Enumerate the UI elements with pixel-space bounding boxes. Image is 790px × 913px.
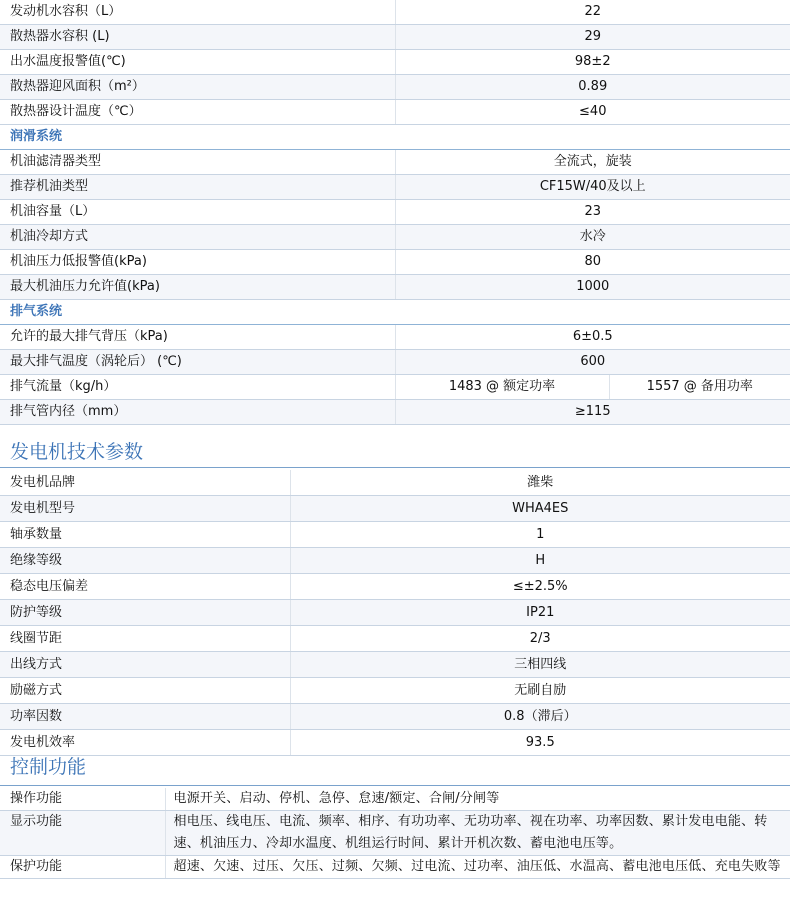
- table-row: [0, 704, 790, 730]
- table-row: [0, 350, 790, 375]
- section-title: 排气系统: [0, 300, 790, 325]
- spec-value: H: [290, 548, 790, 574]
- table-row: [0, 150, 790, 175]
- spec-label: 推荐机油类型: [0, 175, 395, 200]
- section-title: 润滑系统: [0, 125, 790, 150]
- function-label: 操作功能: [0, 788, 165, 811]
- spec-value: 80: [395, 250, 790, 275]
- divider: [0, 467, 790, 468]
- spec-value: ≤40: [395, 100, 790, 125]
- table-row: [0, 522, 790, 548]
- table-row: [0, 730, 790, 756]
- table-row: [0, 250, 790, 275]
- table-row: [0, 100, 790, 125]
- spec-label: 发电机品牌: [0, 470, 290, 496]
- spec-label: 防护等级: [0, 600, 290, 626]
- section-header-lubrication: [0, 125, 790, 150]
- spec-label: 线圈节距: [0, 626, 290, 652]
- spec-value: 无刷自励: [290, 678, 790, 704]
- spec-value: WHA4ES: [290, 496, 790, 522]
- spec-label: 排气管内径（mm）: [0, 400, 395, 425]
- spec-label: 机油压力低报警值(kPa): [0, 250, 395, 275]
- spec-label: 散热器水容积 (L): [0, 25, 395, 50]
- spec-value: 98±2: [395, 50, 790, 75]
- spec-label: 散热器设计温度（℃）: [0, 100, 395, 125]
- divider: [0, 785, 790, 786]
- spec-label: 绝缘等级: [0, 548, 290, 574]
- table-row: [0, 275, 790, 300]
- spec-value: ≤±2.5%: [290, 574, 790, 600]
- generator-spec-table: [0, 470, 790, 756]
- table-row: [0, 652, 790, 678]
- spec-value: 2/3: [290, 626, 790, 652]
- table-row: [0, 0, 790, 25]
- spec-label: 机油冷却方式: [0, 225, 395, 250]
- spec-label: 稳态电压偏差: [0, 574, 290, 600]
- table-row: [0, 856, 790, 879]
- section-header-exhaust: [0, 300, 790, 325]
- table-row: [0, 626, 790, 652]
- spec-value: 全流式，旋装: [395, 150, 790, 175]
- table-row: [0, 574, 790, 600]
- spec-value: CF15W/40及以上: [395, 175, 790, 200]
- table-row: [0, 25, 790, 50]
- spec-label: 最大排气温度（涡轮后） (℃): [0, 350, 395, 375]
- table-row: [0, 400, 790, 425]
- control-function-table: [0, 788, 790, 879]
- table-row: [0, 225, 790, 250]
- spec-label: 轴承数量: [0, 522, 290, 548]
- spec-label: 发动机水容积（L）: [0, 0, 395, 25]
- spec-value: IP21: [290, 600, 790, 626]
- section-title-generator: 发电机技术参数: [10, 441, 144, 463]
- table-row: [0, 50, 790, 75]
- spec-value: 1: [290, 522, 790, 548]
- spec-label: 发电机效率: [0, 730, 290, 756]
- spec-value: ≥115: [395, 400, 790, 425]
- spec-value: 0.8（滞后）: [290, 704, 790, 730]
- spec-value: 水冷: [395, 225, 790, 250]
- spec-label: 排气流量（kg/h）: [0, 375, 395, 400]
- table-row: [0, 375, 790, 400]
- table-row: [0, 811, 790, 856]
- spec-value: 93.5: [290, 730, 790, 756]
- table-row: [0, 600, 790, 626]
- table-row: [0, 496, 790, 522]
- table-row: [0, 75, 790, 100]
- spec-value: 29: [395, 25, 790, 50]
- table-row: [0, 788, 790, 811]
- spec-value: 1000: [395, 275, 790, 300]
- spec-value: 6±0.5: [395, 325, 790, 350]
- table-row: [0, 470, 790, 496]
- table-row: [0, 678, 790, 704]
- spec-value-rated: 1483 @ 额定功率: [395, 375, 609, 400]
- spec-value: 22: [395, 0, 790, 25]
- table-row: [0, 325, 790, 350]
- spec-value: 600: [395, 350, 790, 375]
- spec-label: 发电机型号: [0, 496, 290, 522]
- table-row: [0, 175, 790, 200]
- spec-label: 功率因数: [0, 704, 290, 730]
- function-value: 电源开关、启动、停机、急停、怠速/额定、合闸/分闸等: [165, 788, 790, 811]
- spec-label: 散热器迎风面积（m²）: [0, 75, 395, 100]
- spec-label: 励磁方式: [0, 678, 290, 704]
- spec-value: 23: [395, 200, 790, 225]
- spec-label: 机油容量（L）: [0, 200, 395, 225]
- table-row: [0, 548, 790, 574]
- engine-spec-table: [0, 0, 790, 425]
- function-label: 显示功能: [0, 811, 165, 856]
- spec-value: 潍柴: [290, 470, 790, 496]
- spec-label: 出水温度报警值(℃): [0, 50, 395, 75]
- table-row: [0, 200, 790, 225]
- function-value: 相电压、线电压、电流、频率、相序、有功功率、无功功率、视在功率、功率因数、累计发电电能、转速、机油压力、冷却水温度、机组运行时间、累计开机次数、蓄电池电压等。: [165, 811, 790, 856]
- spec-label: 出线方式: [0, 652, 290, 678]
- spec-label: 最大机油压力允许值(kPa): [0, 275, 395, 300]
- spec-value-standby: 1557 @ 备用功率: [609, 375, 790, 400]
- spec-label: 机油滤清器类型: [0, 150, 395, 175]
- spec-value: 0.89: [395, 75, 790, 100]
- spec-value: 三相四线: [290, 652, 790, 678]
- section-title-control: 控制功能: [10, 756, 87, 778]
- function-label: 保护功能: [0, 856, 165, 879]
- function-value: 超速、欠速、过压、欠压、过频、欠频、过电流、过功率、油压低、水温高、蓄电池电压低、充电失败等: [165, 856, 790, 879]
- spec-label: 允许的最大排气背压（kPa): [0, 325, 395, 350]
